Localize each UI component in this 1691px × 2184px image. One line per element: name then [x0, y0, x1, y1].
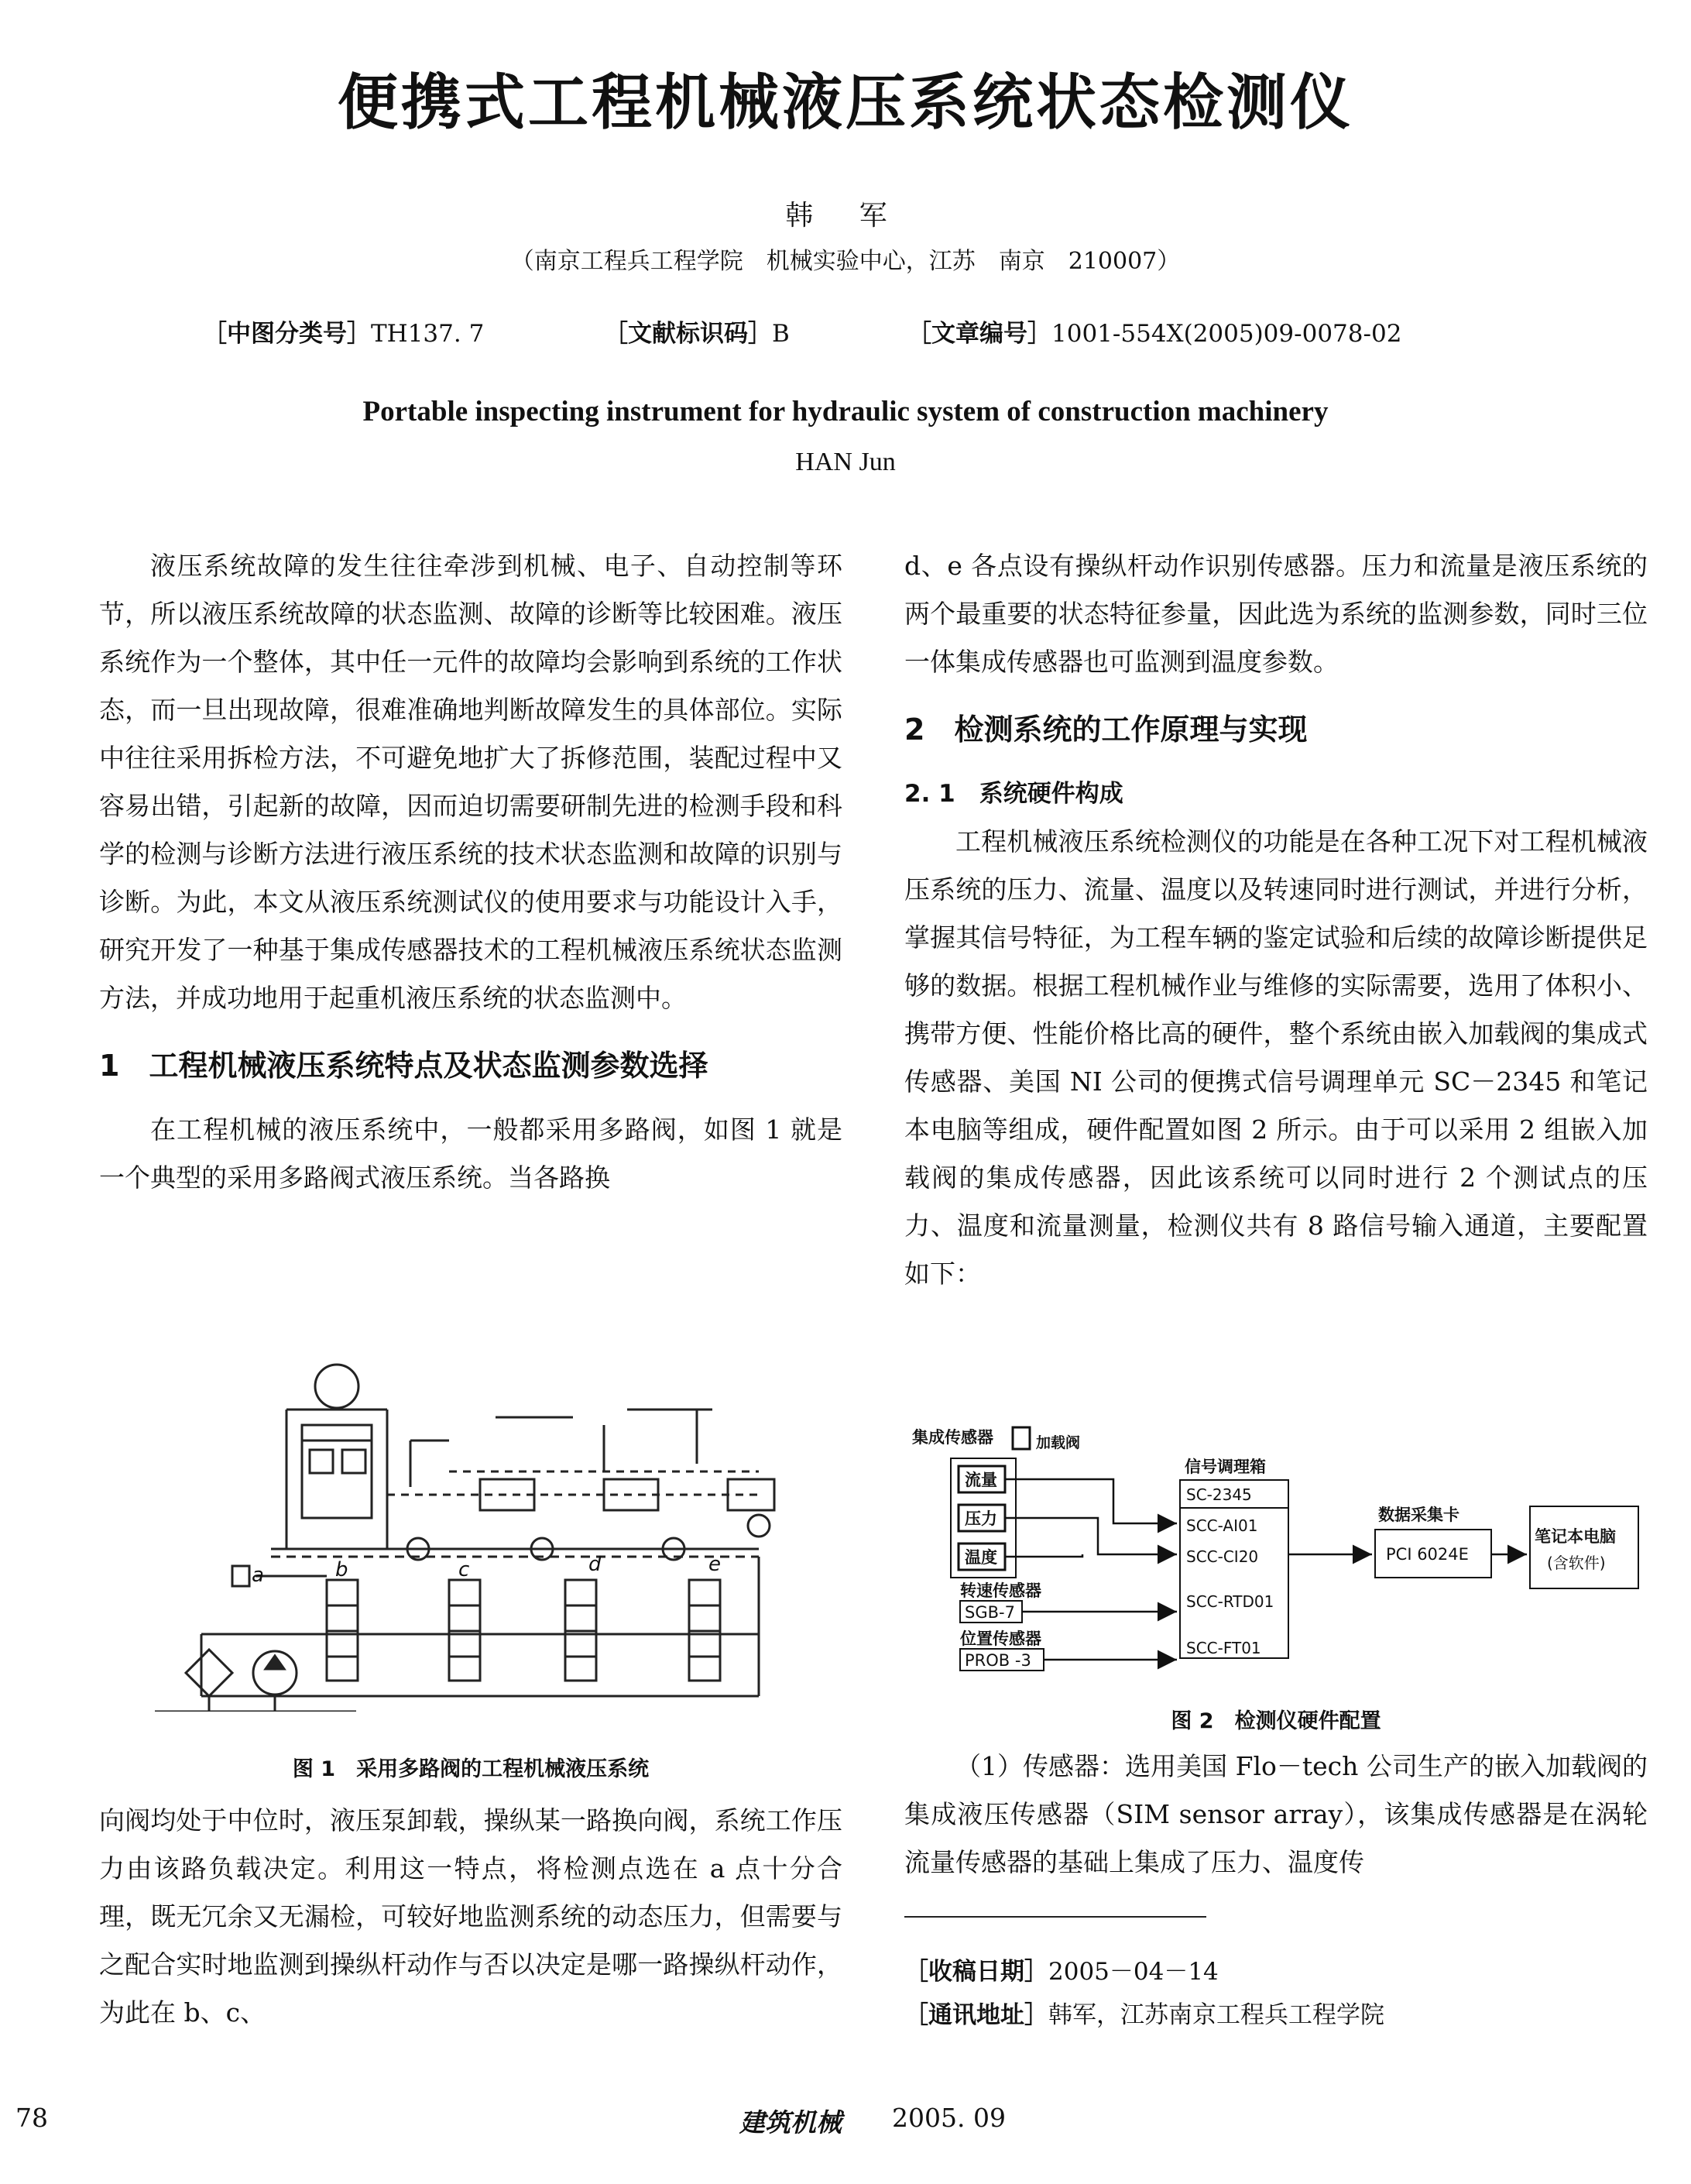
fig1-label-d: d: [588, 1553, 602, 1576]
fig2-speed-model: SGB-7: [965, 1603, 1015, 1622]
fig2-sensor-group: 集成传感器: [912, 1428, 993, 1447]
fig2-speed-sensor: 转速传感器: [960, 1581, 1041, 1600]
received-date: ［收稿日期］2005－04－14: [904, 1958, 1219, 1986]
right-column-top: [904, 542, 1648, 1298]
fig2-daq-model: PCI 6024E: [1386, 1545, 1469, 1564]
section-2-1-paragraph: 工程机械液压系统检测仪的功能是在各种工况下对工程机械液压系统的压力、流量、温度以及转速同时进行测试，并进行分析，掌握其信号特征，为工程车辆的鉴定试验和后续的故障诊断提供足够的数据。根据工程机械作业与维修的实际需要，选用了体积小、携带方便、性能价格比高的硬件，整个系统由嵌入加载阀的集成式传感器、美国 NI 公司的便携式信号调理单元 SC－2345 和笔记本电脑等组成，硬件配置如图 2 所示。由于可以采用 2 组嵌入加载阀的集成传感器，因此该系统可以同时进行 2 个测试点的压力、温度和流量测量，检测仪共有 8 路信号输入通道，主要配置如下：: [904, 826, 1648, 1289]
fig2-cond-item: SCC-AI01: [1186, 1516, 1258, 1535]
figure-2-caption: 图 2 检测仪硬件配置: [1171, 1709, 1381, 1733]
right-column-bottom: [904, 1743, 1648, 1887]
continued-paragraph: d、e 各点设有操纵杆动作识别传感器。压力和流量是液压系统的两个最重要的状态特征参量，因此选为系统的监测参数，同时三位一体集成传感器也可监测到温度参数。: [904, 551, 1648, 677]
author-name: 韩 军: [785, 200, 906, 232]
section-1-paragraph: 在工程机械的液压系统中，一般都采用多路阀，如图 1 就是一个典型的采用多路阀式液压系统。当各路换: [99, 1114, 842, 1193]
fig2-pressure-label: 压力: [965, 1509, 997, 1528]
fig2-temp-label: 温度: [965, 1548, 997, 1567]
section-2-1-heading: 2. 1 系统硬件构成: [904, 780, 1123, 808]
figure-2-block-diagram: [904, 1421, 1648, 1684]
fig1-label-e: e: [708, 1553, 721, 1576]
fig2-valve-label: 加载阀: [1036, 1434, 1081, 1451]
fig1-label-b: b: [335, 1558, 348, 1581]
contact-address: ［通讯地址］韩军，江苏南京工程兵工程学院: [904, 2001, 1384, 2029]
fig2-cond-item: SCC-CI20: [1186, 1547, 1259, 1566]
fig2-daq-title: 数据采集卡: [1378, 1506, 1459, 1524]
sensor-paragraph: （1）传感器：选用美国 Flo－tech 公司生产的嵌入加载阀的集成液压传感器（SIM sensor array），该集成传感器是在涡轮流量传感器的基础上集成了压力、温度传: [904, 1751, 1648, 1877]
fig2-cond-box-title: 信号调理箱: [1185, 1458, 1266, 1476]
english-title: Portable inspecting instrument for hydraulic system of construction machinery: [362, 396, 1329, 428]
fig2-pos-model: PROB -3: [965, 1651, 1031, 1670]
fig2-cond-item: SCC-RTD01: [1186, 1592, 1274, 1611]
fig1-label-a: a: [252, 1564, 264, 1587]
footnote-divider: [904, 1916, 1206, 1918]
fig2-laptop-sub: (含软件): [1547, 1554, 1606, 1572]
figure-1-hydraulic-diagram: [155, 1363, 790, 1712]
fig2-cond-item: SC-2345: [1186, 1485, 1252, 1504]
fig2-laptop-box: [1530, 1506, 1638, 1588]
intro-paragraph: 液压系统故障的发生往往牵涉到机械、电子、自动控制等环节，所以液压系统故障的状态监测、故障的诊断等比较困难。液压系统作为一个整体，其中任一元件的故障均会影响到系统的工作状态，而一旦出现故障，很难准确地判断故障发生的具体部位。实际中往往采用拆检方法，不可避免地扩大了拆修范围，装配过程中又容易出错，引起新的故障，因而迫切需要研制先进的检测手段和科学的检测与诊断方法进行液压系统的技术状态监测和故障的识别与诊断。为此，本文从液压系统测试仪的使用要求与功能设计入手，研究开发了一种基于集成传感器技术的工程机械液压系统状态监测方法，并成功地用于起重机液压系统的状态监测中。: [99, 551, 842, 1013]
page-title: 便携式工程机械液压系统状态检测仪: [337, 68, 1353, 138]
fig2-cond-box: [1180, 1480, 1288, 1658]
page-number: 78: [15, 2103, 48, 2133]
fig1-label-c: c: [458, 1558, 470, 1581]
section-2-heading: 2 检测系统的工作原理与实现: [904, 713, 1308, 747]
after-figure-1-paragraph: 向阀均处于中位时，液压泵卸载，操纵某一路换向阀，系统工作压力由该路负载决定。利用这一特点，将检测点选在 a 点十分合理，既无冗余又无漏检，可较好地监测系统的动态压力，但需要与之配合实时地监测到操纵杆动作与否以决定是哪一路操纵杆动作，为此在 b、c、: [99, 1805, 842, 2028]
meta-article-id: ［文章编号］1001-554X(2005)09-0078-02: [907, 320, 1402, 348]
fig2-flow-label: 流量: [965, 1471, 997, 1489]
meta-doc-code: ［文献标识码］B: [604, 320, 790, 348]
english-author: HAN Jun: [795, 448, 896, 476]
fig2-cond-item: SCC-FT01: [1186, 1639, 1261, 1657]
affiliation: （南京工程兵工程学院 机械实验中心，江苏 南京 210007）: [510, 248, 1181, 275]
fig2-valve-box: [1013, 1427, 1030, 1449]
section-1-heading: 1 工程机械液压系统特点及状态监测参数选择: [99, 1049, 708, 1083]
journal-name: 建筑机械: [739, 2107, 842, 2138]
left-column-top: [99, 542, 842, 1202]
fig2-pos-sensor: 位置传感器: [960, 1629, 1041, 1648]
fig2-laptop-label: 笔记本电脑: [1535, 1527, 1616, 1546]
figure-1-caption: 图 1 采用多路阀的工程机械液压系统: [292, 1757, 650, 1781]
journal-issue: 2005. 09: [892, 2103, 1006, 2133]
left-column-bottom: [99, 1797, 842, 2037]
meta-clc: ［中图分类号］TH137. 7: [203, 320, 485, 348]
